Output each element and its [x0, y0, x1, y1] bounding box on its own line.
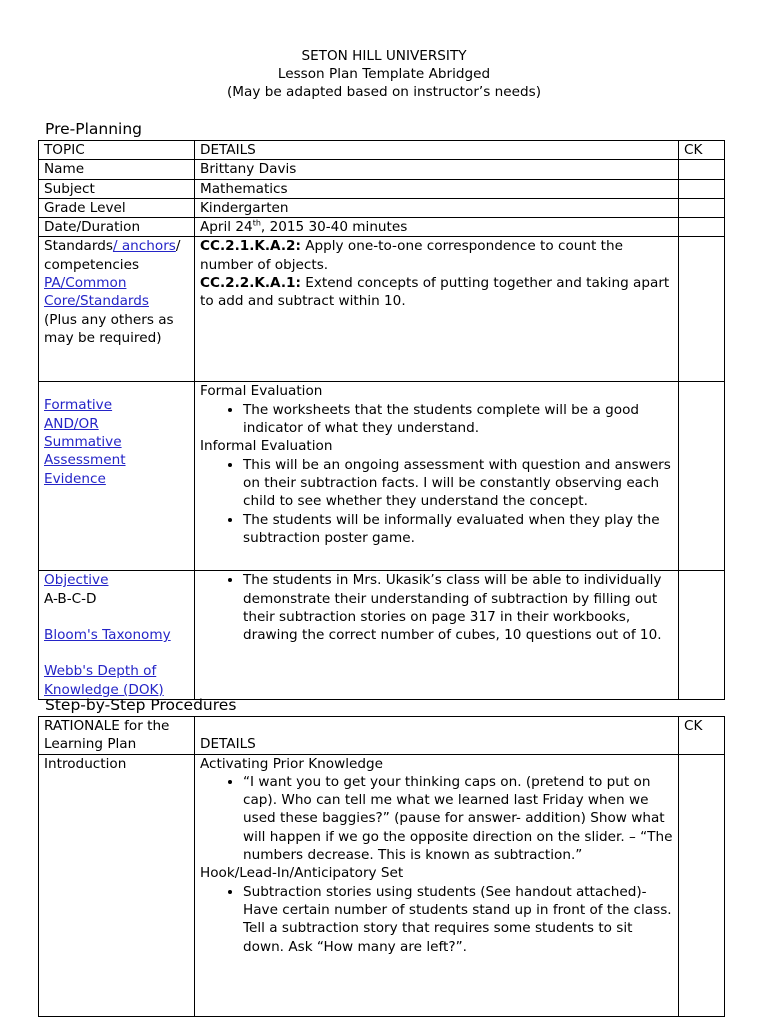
- grade-value: Kindergarten: [195, 198, 679, 217]
- standards-note: (Plus any others as may be required): [44, 311, 174, 346]
- subject-value: Mathematics: [195, 179, 679, 198]
- date-ordinal: th: [252, 218, 261, 228]
- list-item: • The worksheets that the students complete will be a good indicator of what they understand.: [243, 401, 673, 438]
- header-details: DETAILS: [195, 141, 679, 160]
- table-header-row: [39, 141, 725, 160]
- objective-details: [195, 571, 679, 699]
- list-item: • Subtraction stories using students (See handout attached)- Have certain number of students stand up in front of the class. Tell a subtraction story that requires some students to sit down. Ask “How many are left?”.: [243, 883, 673, 956]
- ck-cell[interactable]: [679, 754, 725, 1016]
- row-label-objective: [39, 571, 195, 699]
- date-value: [195, 218, 679, 237]
- document-title: Lesson Plan Template Abridged: [277, 66, 491, 82]
- anchors-link[interactable]: / anchors: [112, 238, 176, 255]
- pa-common-core-link[interactable]: PA/Common Core/Standards: [44, 275, 149, 310]
- header-ck: CK: [679, 717, 725, 755]
- header-details: DETAILS: [195, 717, 679, 755]
- informal-evaluation-list: [200, 456, 673, 547]
- hook-list: [200, 883, 673, 956]
- table-row: [39, 571, 725, 699]
- standard-code: CC.2.1.K.A.2:: [200, 238, 301, 255]
- row-label-name: Name: [39, 160, 195, 179]
- hook-heading: Hook/Lead-In/Anticipatory Set: [200, 865, 404, 882]
- standard-2: [200, 274, 673, 311]
- header-ck: CK: [679, 141, 725, 160]
- list-item: • “I want you to get your thinking caps on. (pretend to put on cap). Who can tell me what we learned last Friday when we used these baggies?” (pause for answer- addition) Show what will happen if we go the opposite direction on the slider. – “The numbers decrease. This is known as subtraction.”: [243, 773, 673, 864]
- teacher-name: Brittany Davis: [195, 160, 679, 179]
- list-item: • The students will be informally evaluated when they play the subtraction poster game.: [243, 511, 673, 548]
- assessment-link[interactable]: Formative AND/OR Summative Assessment Evidence: [44, 397, 126, 487]
- table-row: [39, 237, 725, 382]
- row-label-assessment: [39, 382, 195, 571]
- competencies-label: / competencies: [44, 238, 181, 273]
- table-row: [39, 218, 725, 237]
- table-row: [39, 754, 725, 1016]
- list-item: • This will be an ongoing assessment with question and answers on their subtraction facts. I will be constantly observing each child to see whether they understand the concept.: [243, 456, 673, 511]
- ck-cell[interactable]: [679, 237, 725, 382]
- row-label-standards: [39, 237, 195, 382]
- formal-evaluation-list: [200, 401, 673, 438]
- date-duration: , 2015 30-40 minutes: [260, 219, 408, 236]
- assessment-details: [195, 382, 679, 571]
- ck-cell[interactable]: [679, 218, 725, 237]
- table-header-row: [39, 717, 725, 755]
- standards-details: [195, 237, 679, 382]
- header-rationale: RATIONALE for the Learning Plan: [39, 717, 195, 755]
- table-row: [39, 198, 725, 217]
- introduction-details: [195, 754, 679, 1016]
- standard-code: CC.2.2.K.A.1:: [200, 275, 301, 292]
- ck-cell[interactable]: [679, 382, 725, 571]
- ck-cell[interactable]: [679, 571, 725, 699]
- date-main: April 24: [200, 219, 253, 236]
- procedures-heading: Step-by-Step Procedures: [45, 696, 237, 714]
- row-label-date: Date/Duration: [39, 218, 195, 237]
- table-row: [39, 160, 725, 179]
- standard-text: Apply one-to-one correspondence to count the number of objects.: [200, 238, 623, 273]
- procedures-table: [38, 716, 725, 1017]
- prior-knowledge-list: [200, 773, 673, 864]
- row-label-subject: Subject: [39, 179, 195, 198]
- document-subtitle: (May be adapted based on instructor’s needs): [226, 84, 541, 100]
- formal-evaluation-heading: Formal Evaluation: [200, 383, 323, 400]
- prior-knowledge-heading: Activating Prior Knowledge: [200, 755, 383, 772]
- list-item: • The students in Mrs. Ukasik’s class will be able to individually demonstrate their understanding of subtraction by filling out their subtraction stories on page 317 in their workbooks, drawing the correct number of cubes, 10 questions out of 10.: [243, 571, 673, 644]
- objective-link[interactable]: Objective: [44, 572, 109, 589]
- preplanning-table: [38, 140, 725, 700]
- ck-cell[interactable]: [679, 198, 725, 217]
- abcd-label: A-B-C-D: [44, 590, 97, 607]
- objective-list: [200, 571, 673, 644]
- ck-cell[interactable]: [679, 160, 725, 179]
- ck-cell[interactable]: [679, 179, 725, 198]
- blooms-taxonomy-link[interactable]: Bloom's Taxonomy: [44, 627, 171, 644]
- standards-label: Standards: [44, 238, 113, 255]
- preplanning-heading: Pre-Planning: [45, 120, 143, 138]
- university-name: SETON HILL UNIVERSITY: [301, 48, 467, 64]
- standard-text: Extend concepts of putting together and taking apart to add and subtract within 10.: [200, 275, 670, 310]
- header-topic: TOPIC: [39, 141, 195, 160]
- informal-evaluation-heading: Informal Evaluation: [200, 438, 333, 455]
- row-label-introduction: Introduction: [39, 754, 195, 1016]
- table-row: [39, 179, 725, 198]
- table-row: [39, 382, 725, 571]
- standard-1: [200, 237, 673, 274]
- row-label-grade: Grade Level: [39, 198, 195, 217]
- webbs-dok-link[interactable]: Webb's Depth of Knowledge (DOK): [44, 663, 164, 698]
